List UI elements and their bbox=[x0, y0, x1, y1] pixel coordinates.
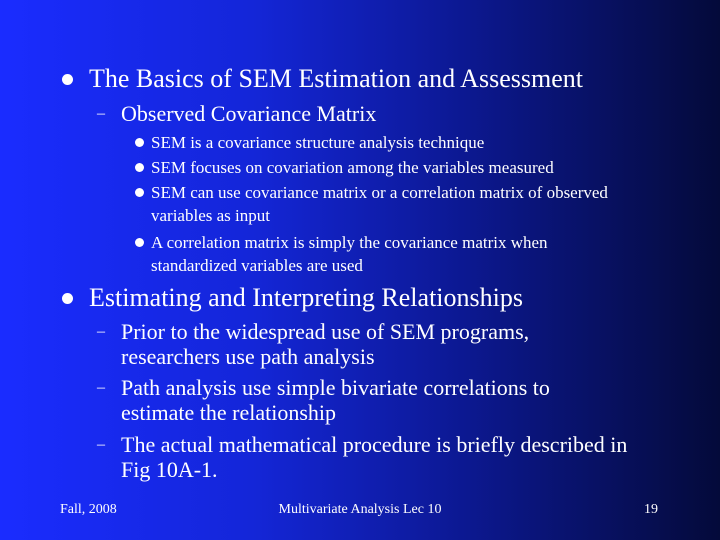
footer-date: Fall, 2008 bbox=[60, 502, 117, 517]
bullet-dot-icon bbox=[135, 238, 144, 247]
footer-course: Multivariate Analysis Lec 10 bbox=[278, 502, 442, 517]
list-item-text: A correlation matrix is simply the covariance matrix when standardized variables are used bbox=[151, 233, 548, 275]
dash-icon: – bbox=[97, 105, 105, 122]
dash-icon: – bbox=[97, 436, 105, 453]
bullet-dot-icon bbox=[135, 138, 144, 147]
list-item bbox=[135, 231, 626, 277]
sub-bullet-item bbox=[97, 101, 376, 126]
bullet-dot-icon bbox=[135, 163, 144, 172]
bullet-dot-icon bbox=[62, 293, 73, 304]
bullet-dot-icon bbox=[135, 188, 144, 197]
list-item bbox=[135, 181, 621, 227]
bullet-item bbox=[62, 64, 583, 94]
list-item bbox=[135, 131, 631, 154]
list-item-text: SEM is a covariance structure analysis technique bbox=[151, 133, 485, 152]
list-item-text: SEM focuses on covariation among the variables measured bbox=[151, 158, 554, 177]
bullet-dot-icon bbox=[62, 74, 73, 85]
section-title: Estimating and Interpreting Relationships bbox=[89, 283, 523, 312]
sub-bullet-text: Path analysis use simple bivariate correlations to estimate the relationship bbox=[121, 375, 550, 425]
bullet-item bbox=[62, 283, 523, 313]
sub-bullet-text: The actual mathematical procedure is briefly described in Fig 10A-1. bbox=[121, 432, 628, 482]
dash-icon: – bbox=[97, 379, 105, 396]
section-title: The Basics of SEM Estimation and Assessment bbox=[89, 64, 583, 93]
list-item bbox=[135, 156, 641, 179]
sub-bullet-item bbox=[97, 375, 611, 425]
list-item-text: SEM can use covariance matrix or a correlation matrix of observed variables as input bbox=[151, 183, 608, 225]
sub-bullet-label: Observed Covariance Matrix bbox=[121, 101, 377, 126]
sub-bullet-text: Prior to the widespread use of SEM programs, researchers use path analysis bbox=[121, 319, 530, 369]
sub-bullet-item bbox=[97, 432, 656, 482]
sub-bullet-item bbox=[97, 319, 571, 369]
dash-icon: – bbox=[97, 323, 105, 340]
footer-page-number: 19 bbox=[644, 502, 658, 517]
